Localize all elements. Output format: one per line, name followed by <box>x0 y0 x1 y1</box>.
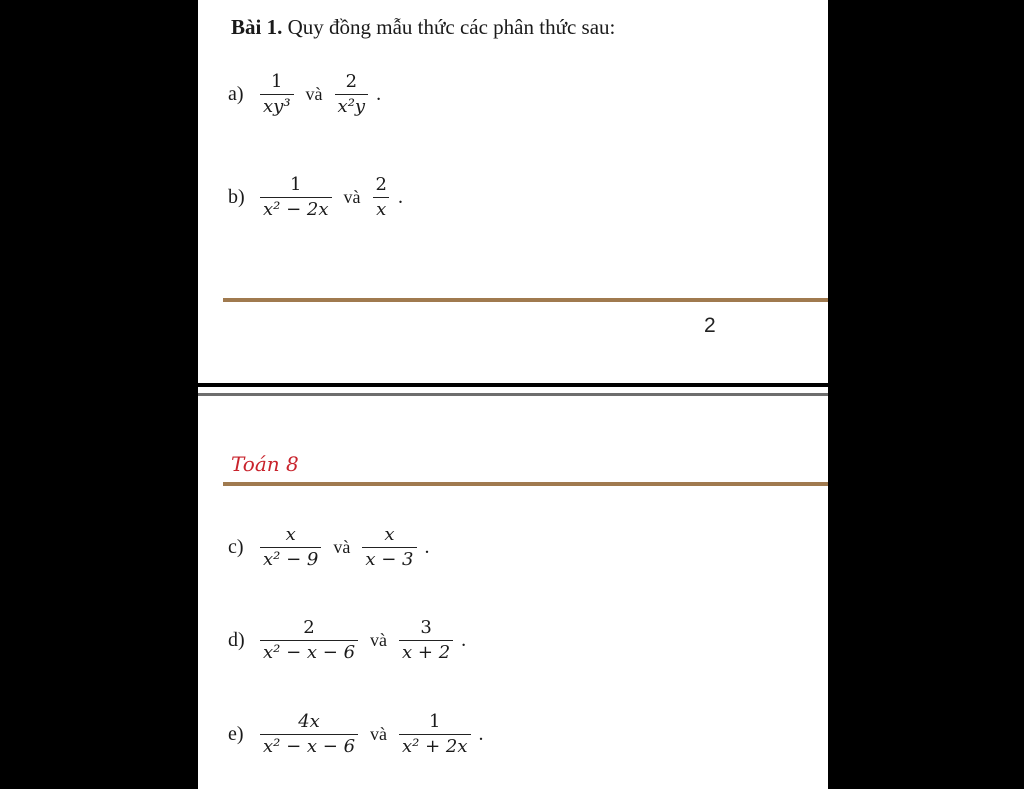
denominator: xy³ <box>260 94 294 117</box>
header-rule <box>223 482 828 486</box>
numerator: x <box>285 524 296 545</box>
denominator: x <box>373 197 389 220</box>
problem-label: d) <box>228 628 245 651</box>
denominator: x² + 2x <box>399 734 471 757</box>
conjunction: và <box>305 83 323 104</box>
problem-label: a) <box>228 82 244 105</box>
page-number: 2 <box>704 314 716 337</box>
page-break-rule <box>198 383 828 387</box>
fraction-1 <box>260 72 294 117</box>
problem-label: c) <box>228 535 244 558</box>
denominator: x²y <box>335 94 369 117</box>
fraction-2 <box>362 525 416 570</box>
problem-e <box>228 712 484 757</box>
period: . <box>478 722 484 745</box>
numerator: 1 <box>290 174 302 195</box>
footer-rule <box>223 298 828 302</box>
conjunction: và <box>333 536 351 557</box>
exercise-number: Bài 1. <box>231 15 283 39</box>
document-page <box>198 0 828 789</box>
problem-label: e) <box>228 722 244 745</box>
numerator: 3 <box>420 617 432 638</box>
fraction-2 <box>373 175 390 220</box>
numerator: x <box>384 524 395 545</box>
denominator: x² − 9 <box>260 547 321 570</box>
numerator: 1 <box>429 711 441 732</box>
numerator: 2 <box>303 617 315 638</box>
page-break-shadow <box>198 393 828 396</box>
fraction-1 <box>260 175 332 220</box>
conjunction: và <box>370 723 388 744</box>
problem-c <box>228 525 430 570</box>
numerator: 2 <box>345 71 358 92</box>
denominator: x² − x − 6 <box>260 640 358 663</box>
problem-a <box>228 72 381 117</box>
numerator: 4x <box>298 711 320 732</box>
period: . <box>461 628 467 651</box>
period: . <box>424 535 430 558</box>
header-label: Toán 8 <box>231 452 299 476</box>
fraction-1 <box>260 712 358 757</box>
period: . <box>397 185 403 208</box>
fraction-2 <box>335 72 369 117</box>
numerator: 1 <box>271 71 283 92</box>
denominator: x² − x − 6 <box>260 734 358 757</box>
problem-b <box>228 175 403 220</box>
denominator: x² − 2x <box>260 197 332 220</box>
fraction-1 <box>260 618 358 663</box>
fraction-1 <box>260 525 321 570</box>
conjunction: và <box>343 186 361 207</box>
denominator: x − 3 <box>362 547 416 570</box>
fraction-2 <box>399 712 471 757</box>
numerator: 2 <box>375 174 387 195</box>
period: . <box>376 82 382 105</box>
exercise-title <box>231 15 615 40</box>
denominator: x + 2 <box>399 640 453 663</box>
problem-label: b) <box>228 185 245 208</box>
fraction-2 <box>399 618 453 663</box>
problem-d <box>228 618 466 663</box>
conjunction: và <box>370 629 388 650</box>
exercise-instruction: Quy đồng mẫu thức các phân thức sau: <box>282 15 616 39</box>
